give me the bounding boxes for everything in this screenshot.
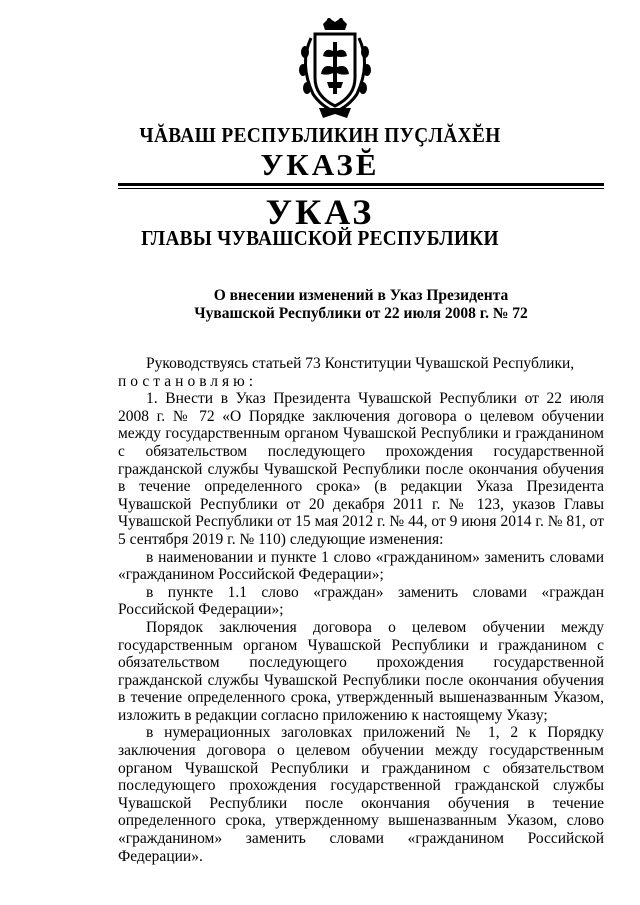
paragraph-change-2: в пункте 1.1 слово «граждан» заменить словами «граждан Российской Федерации»;	[118, 583, 604, 619]
decree-body	[118, 355, 604, 865]
header-divider-thick	[118, 183, 604, 186]
header-divider-thin	[118, 188, 604, 189]
decree-title	[118, 287, 604, 323]
decree-title-line2: Чувашской Республики от 22 июля 2008 г. № 72	[194, 305, 528, 322]
decree-title-line1: О внесении изменений в Указ Президента	[213, 287, 509, 304]
paragraph-change-3: Порядок заключения договора о целевом обучении между государственным органом Чувашской Республики и гражданином с обязательством последующего прохождения государственной гражданской службы Чувашской Республики после окончания обучения в течение определенного срока, утвержденный вышеназванным Указом, изложить в редакции согласно приложению к настоящему Указу;	[118, 618, 604, 724]
header-chuvash-title: ЧĂВАШ РЕСПУБЛИКИН ПУҪЛĂХĔН	[139, 123, 501, 147]
paragraph-change-4: в нумерационных заголовках приложений № 1, 2 к Порядку заключения договора о целевом обучении между государственным органом Чувашской Республики и гражданином с обязательством последующего прохождения государственной гражданской службы Чувашской Республики после окончания обучения в течение определенного срока, утвержденному вышеназванным Указом, слово «гражданином» заменить словами «гражданином Российской Федерации».	[118, 724, 604, 865]
paragraph-change-1: в наименовании и пункте 1 слово «гражданином» заменить словами «гражданином Российской Федерации»;	[118, 548, 604, 584]
chuvash-republic-emblem-icon	[293, 16, 377, 122]
paragraph-item-1: 1. Внести в Указ Президента Чувашской Республики от 22 июля 2008 г. № 72 «О Порядке заключения договора о целевом обучении между государственным органом Чувашской Республики и гражданином с обязательством последующего прохождения государственной гражданской службы Чувашской Республики после окончания обучения в течение определенного срока» (в редакции Указа Президента Чувашской Республики от 20 декабря 2011 г. № 123, указов Главы Чувашской Республики от 15 мая 2012 г. № 44, от 9 июня 2014 г. № 81, от 5 сентября 2019 г. № 110) следующие изменения:	[118, 390, 604, 548]
decree-word: постановляю:	[118, 372, 258, 390]
preamble: Руководствуясь статьей 73 Конституции Чувашской Республики,	[146, 355, 575, 372]
header-russian-title: ГЛАВЫ ЧУВАШСКОЙ РЕСПУБЛИКИ	[141, 226, 499, 250]
header-russian-decree: УКАЗ	[265, 192, 375, 232]
header-chuvash-decree: УКАЗĔ	[260, 147, 380, 182]
